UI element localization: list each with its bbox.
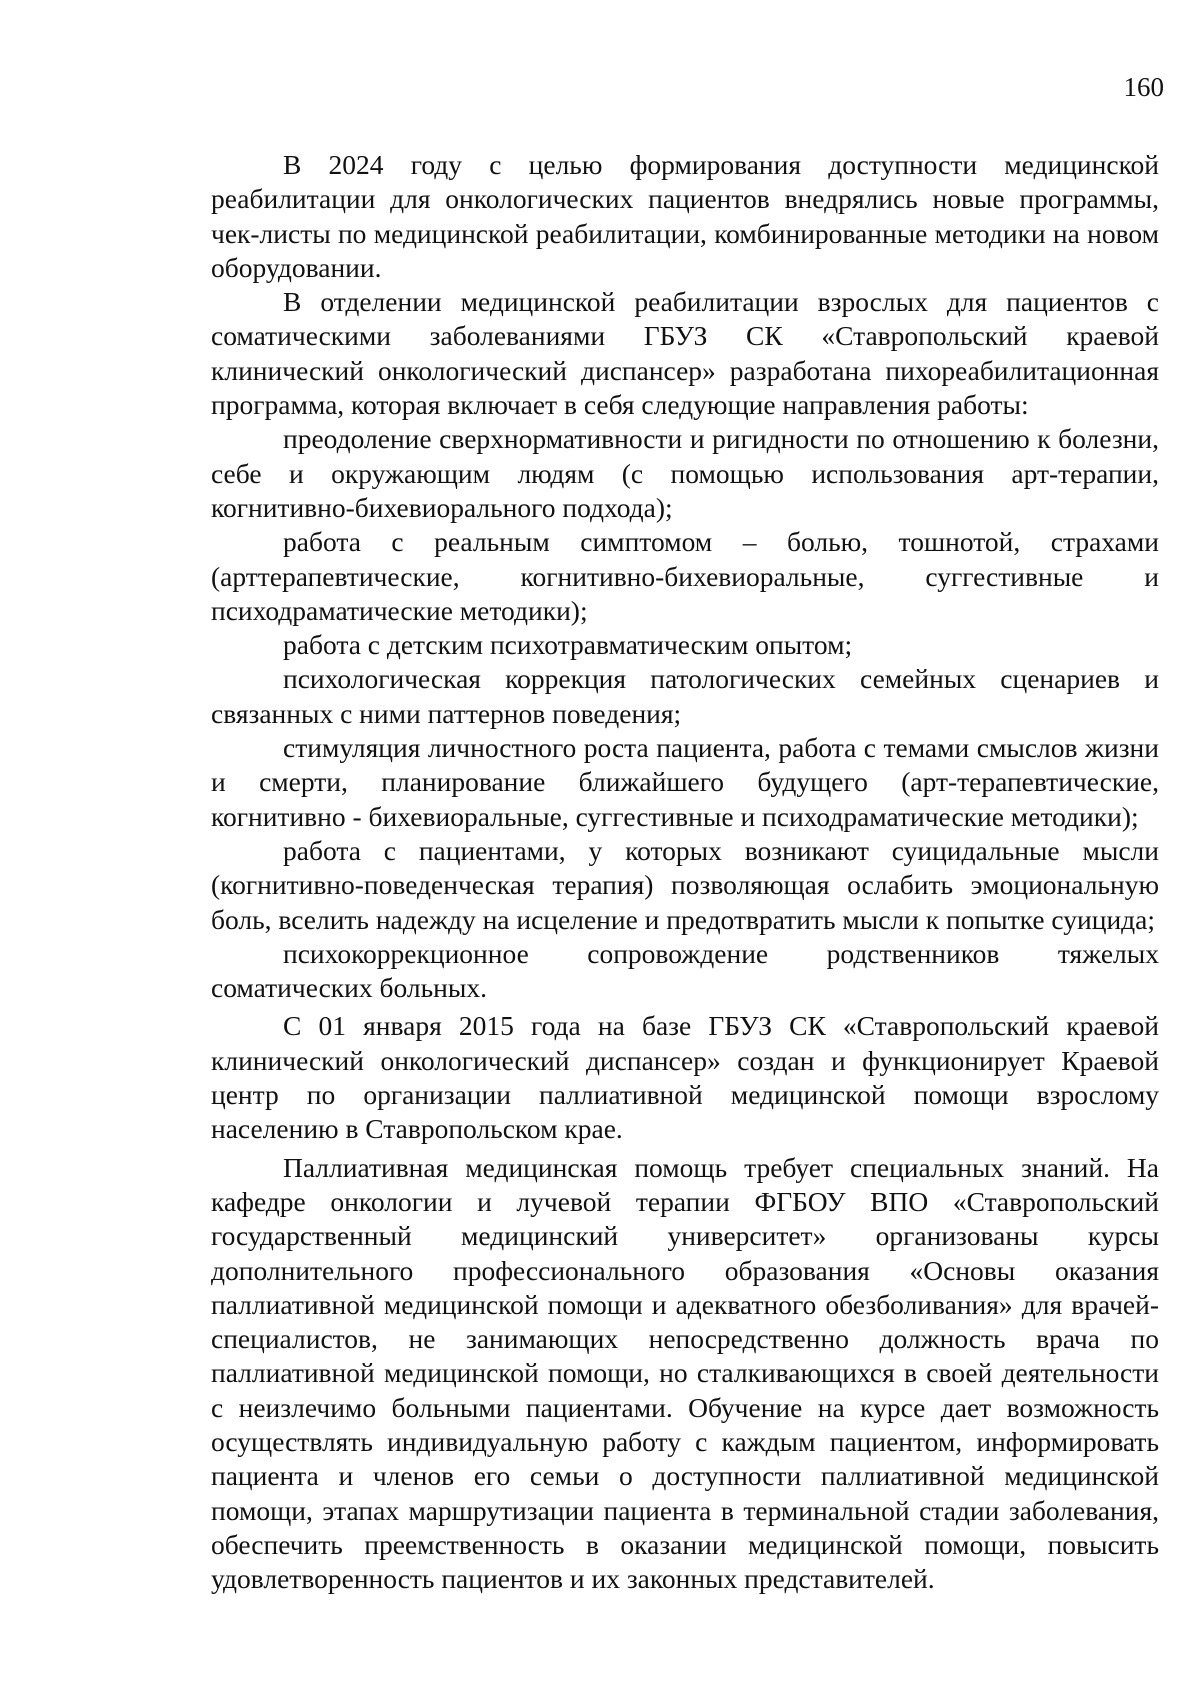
list-item-childhood-trauma: работа с детским психотравматическим опытом; [283,629,853,661]
paragraph-rehabilitation-2024: В 2024 году с целью формирования доступности медицинской реабилитации для онкологических пациентов внедрялись новые программы, чек-листы по медицинской реабилитации, комбинированные методики на новом оборудовании. [211,149,1159,283]
paragraph-rehabilitation-department: В отделении медицинской реабилитации взрослых для пациентов с соматическими заболеваниями ГБУЗ СК «Ставропольский краевой клинический онкологический диспансер» разработана пихореабилитационная программа, которая включает в себя следующие направления работы: [211,286,1159,421]
list-item-personal-growth: стимуляция личностного роста пациента, работа с темами смыслов жизни и смерти, планирование ближайшего будущего (арт-терапевтические, когнитивно - бихевиоральные, суггестивные и психодраматические методики); [211,732,1159,832]
page-number: 160 [1123,72,1164,102]
list-item-suicidal-thoughts: работа с пациентами, у которых возникают суицидальные мысли (когнитивно-поведенческая терапия) позволяющая ослабить эмоциональную боль, вселить надежду на исцеление и предотвратить мысли к попытке суицида; [211,834,1159,935]
list-item-real-symptom-work: работа с реальным симптомом – болью, тошнотой, страхами (арттерапевтические, когнитивно-бихевиоральные, суггестивные и психодраматические методики); [211,526,1159,626]
list-item-family-scenarios: психологическая коррекция патологических семейных сценариев и связанных с ними паттернов поведения; [211,663,1159,729]
list-item-overcoming-rigidity: преодоление сверхнормативности и ригидности по отношению к болезни, себе и окружающим людям (с помощью использования арт-терапии, когнитивно-бихевиорального подхода); [211,423,1159,523]
document-body [211,148,1159,1596]
paragraph-palliative-education: Паллиативная медицинская помощь требует специальных знаний. На кафедре онкологии и лучевой терапии ФГБОУ ВПО «Ставропольский государственный медицинский университет» организованы курсы дополнительного профессионального образования «Основы оказания паллиативной медицинской помощи и адекватного обезболивания» для врачей-специалистов, не занимающих непосредственно должность врача по паллиативной медицинской помощи, но сталкивающихся в своей деятельности с неизлечимо больными пациентами. Обучение на курсе дает возможность осуществлять индивидуальную работу с каждым пациентом, информировать пациента и членов его семьи о доступности паллиативной медицинской помощи, этапах маршрутизации пациента в терминальной стадии заболевания, обеспечить преемственность в оказании медицинской помощи, повысить удовлетворенность пациентов и их законных представителей. [211,1151,1159,1595]
paragraph-palliative-center: С 01 января 2015 года на базе ГБУЗ СК «Ставропольский краевой клинический онкологический диспансер» создан и функционирует Краевой центр по организации паллиативной медицинской помощи взрослому населению в Ставропольском крае. [211,1010,1159,1145]
list-item-relatives-support: психокоррекционное сопровождение родственников тяжелых соматических больных. [211,937,1159,1004]
